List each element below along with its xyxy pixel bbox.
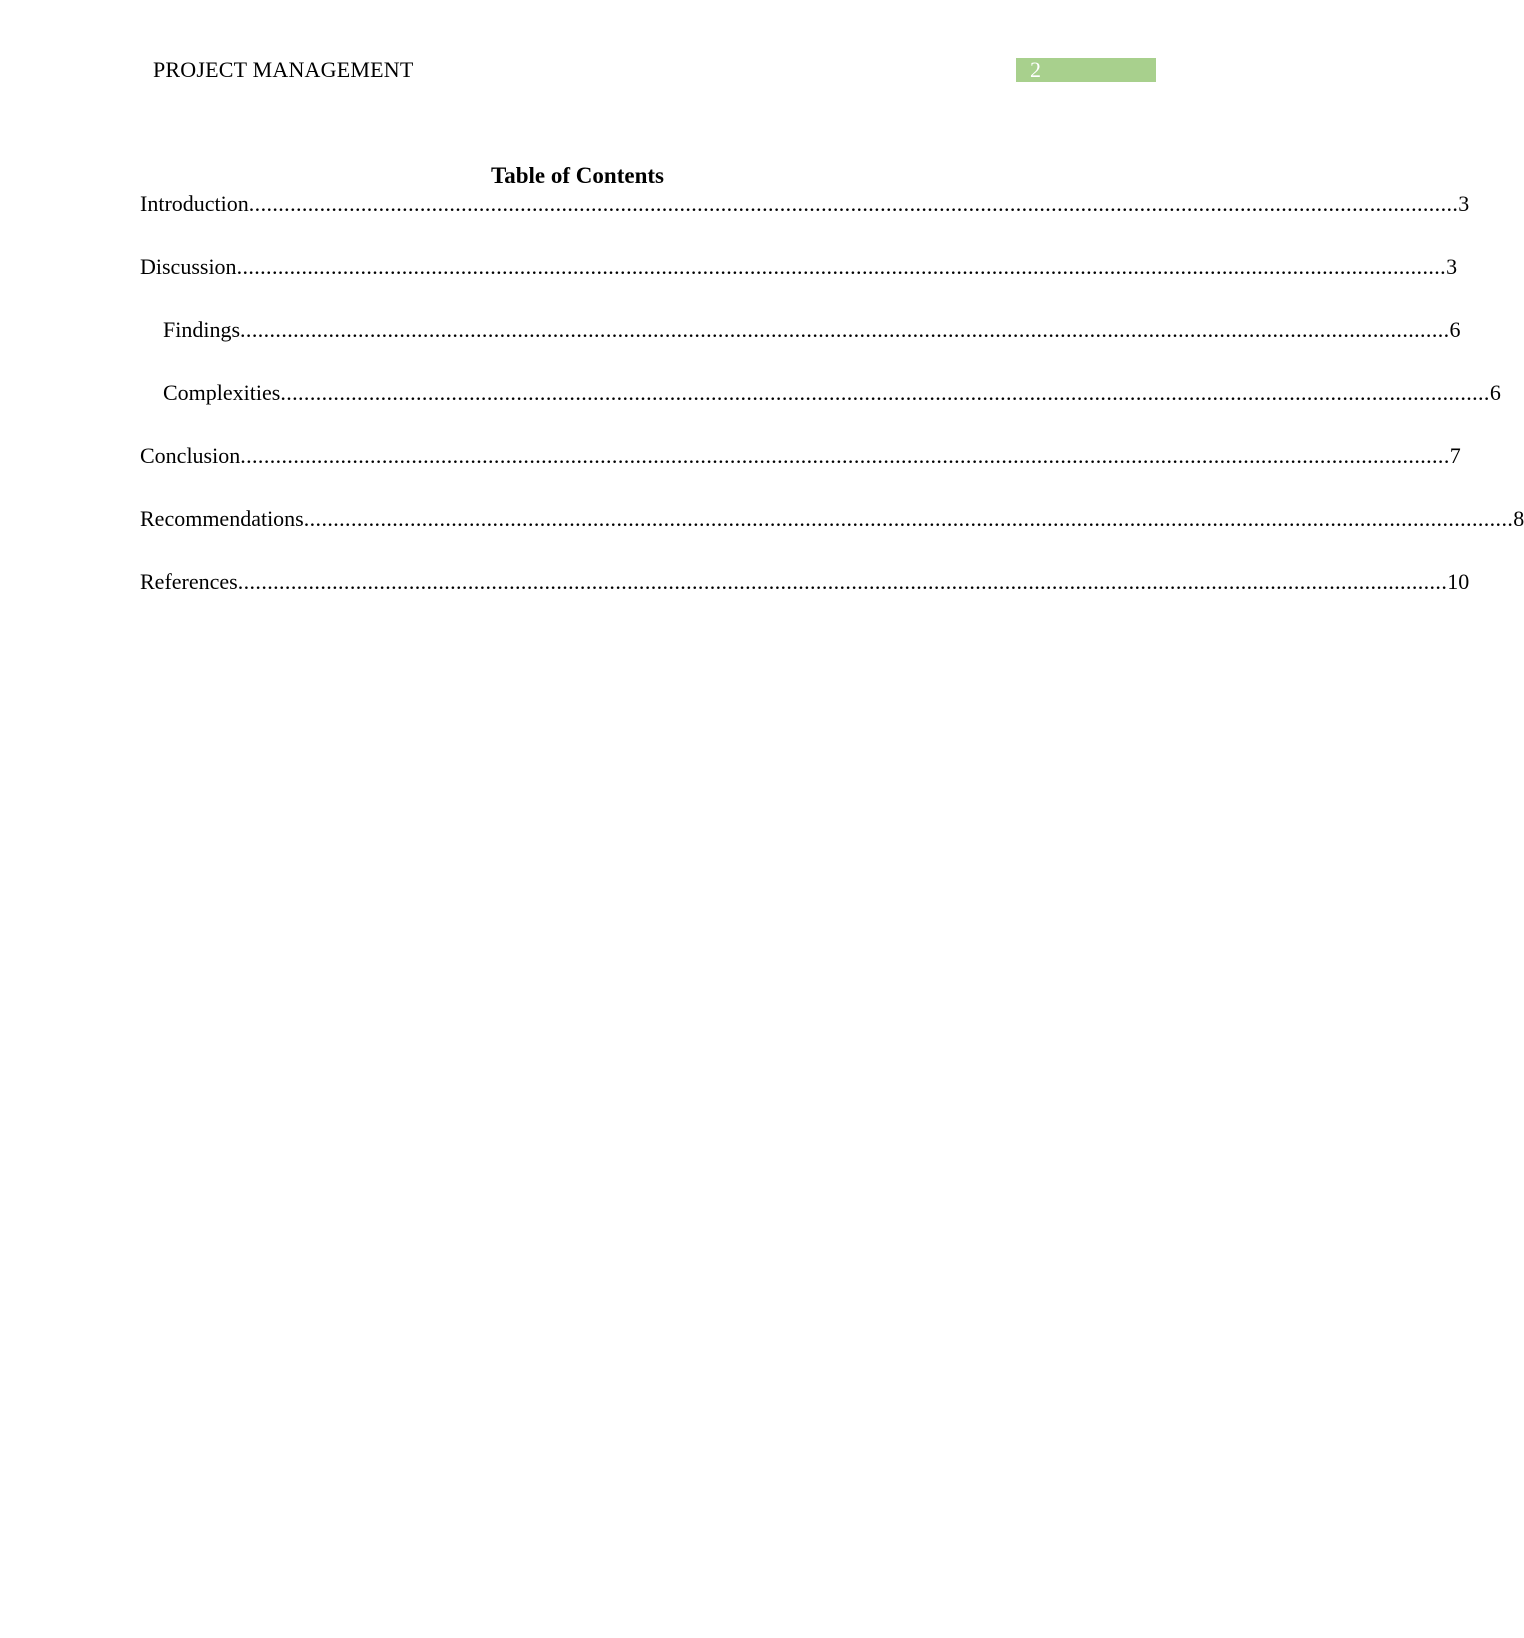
- toc-entry-label: Discussion: [140, 254, 237, 279]
- toc-entry-label: Complexities: [163, 380, 281, 405]
- toc-entry-page: 3: [1446, 254, 1458, 279]
- toc-entry-label: References: [140, 569, 238, 594]
- toc-entry-page: 3: [1458, 191, 1470, 216]
- toc-entry-references[interactable]: [140, 568, 1470, 596]
- toc-entry-label: Recommendations: [140, 506, 304, 531]
- toc-entry-discussion[interactable]: [140, 253, 1458, 281]
- toc-leader: .............................................................................................................................................................................................................: [248, 191, 1459, 216]
- toc-leader: .............................................................................................................................................................................................................: [240, 317, 1450, 342]
- toc-entry-introduction[interactable]: [140, 190, 1470, 218]
- toc-entry-findings[interactable]: [163, 316, 1461, 344]
- toc-leader: .............................................................................................................................................................................................................: [303, 506, 1514, 531]
- toc-entry-label: Findings: [163, 317, 241, 342]
- page-number: 2: [1030, 57, 1041, 82]
- toc-entry-recommendations[interactable]: [140, 505, 1524, 533]
- toc-leader: .............................................................................................................................................................................................................: [280, 380, 1490, 405]
- toc-leader: .............................................................................................................................................................................................................: [240, 443, 1450, 468]
- toc-entry-page: 6: [1489, 380, 1501, 405]
- toc-entry-complexities[interactable]: [163, 379, 1501, 407]
- toc-entry-conclusion[interactable]: [140, 442, 1461, 470]
- toc-leader: .............................................................................................................................................................................................................: [236, 254, 1447, 279]
- toc-leader: .............................................................................................................................................................................................................: [237, 569, 1448, 594]
- toc-entry-label: Conclusion: [140, 443, 241, 468]
- toc-entry-page: 10: [1447, 569, 1470, 594]
- toc-entry-label: Introduction: [140, 191, 249, 216]
- toc-entry-page: 8: [1513, 506, 1524, 531]
- toc-entry-page: 7: [1449, 443, 1461, 468]
- toc-entry-page: 6: [1449, 317, 1461, 342]
- running-head: PROJECT MANAGEMENT: [153, 57, 414, 82]
- page-number-badge: [1016, 58, 1156, 82]
- toc-title: Table of Contents: [491, 163, 664, 188]
